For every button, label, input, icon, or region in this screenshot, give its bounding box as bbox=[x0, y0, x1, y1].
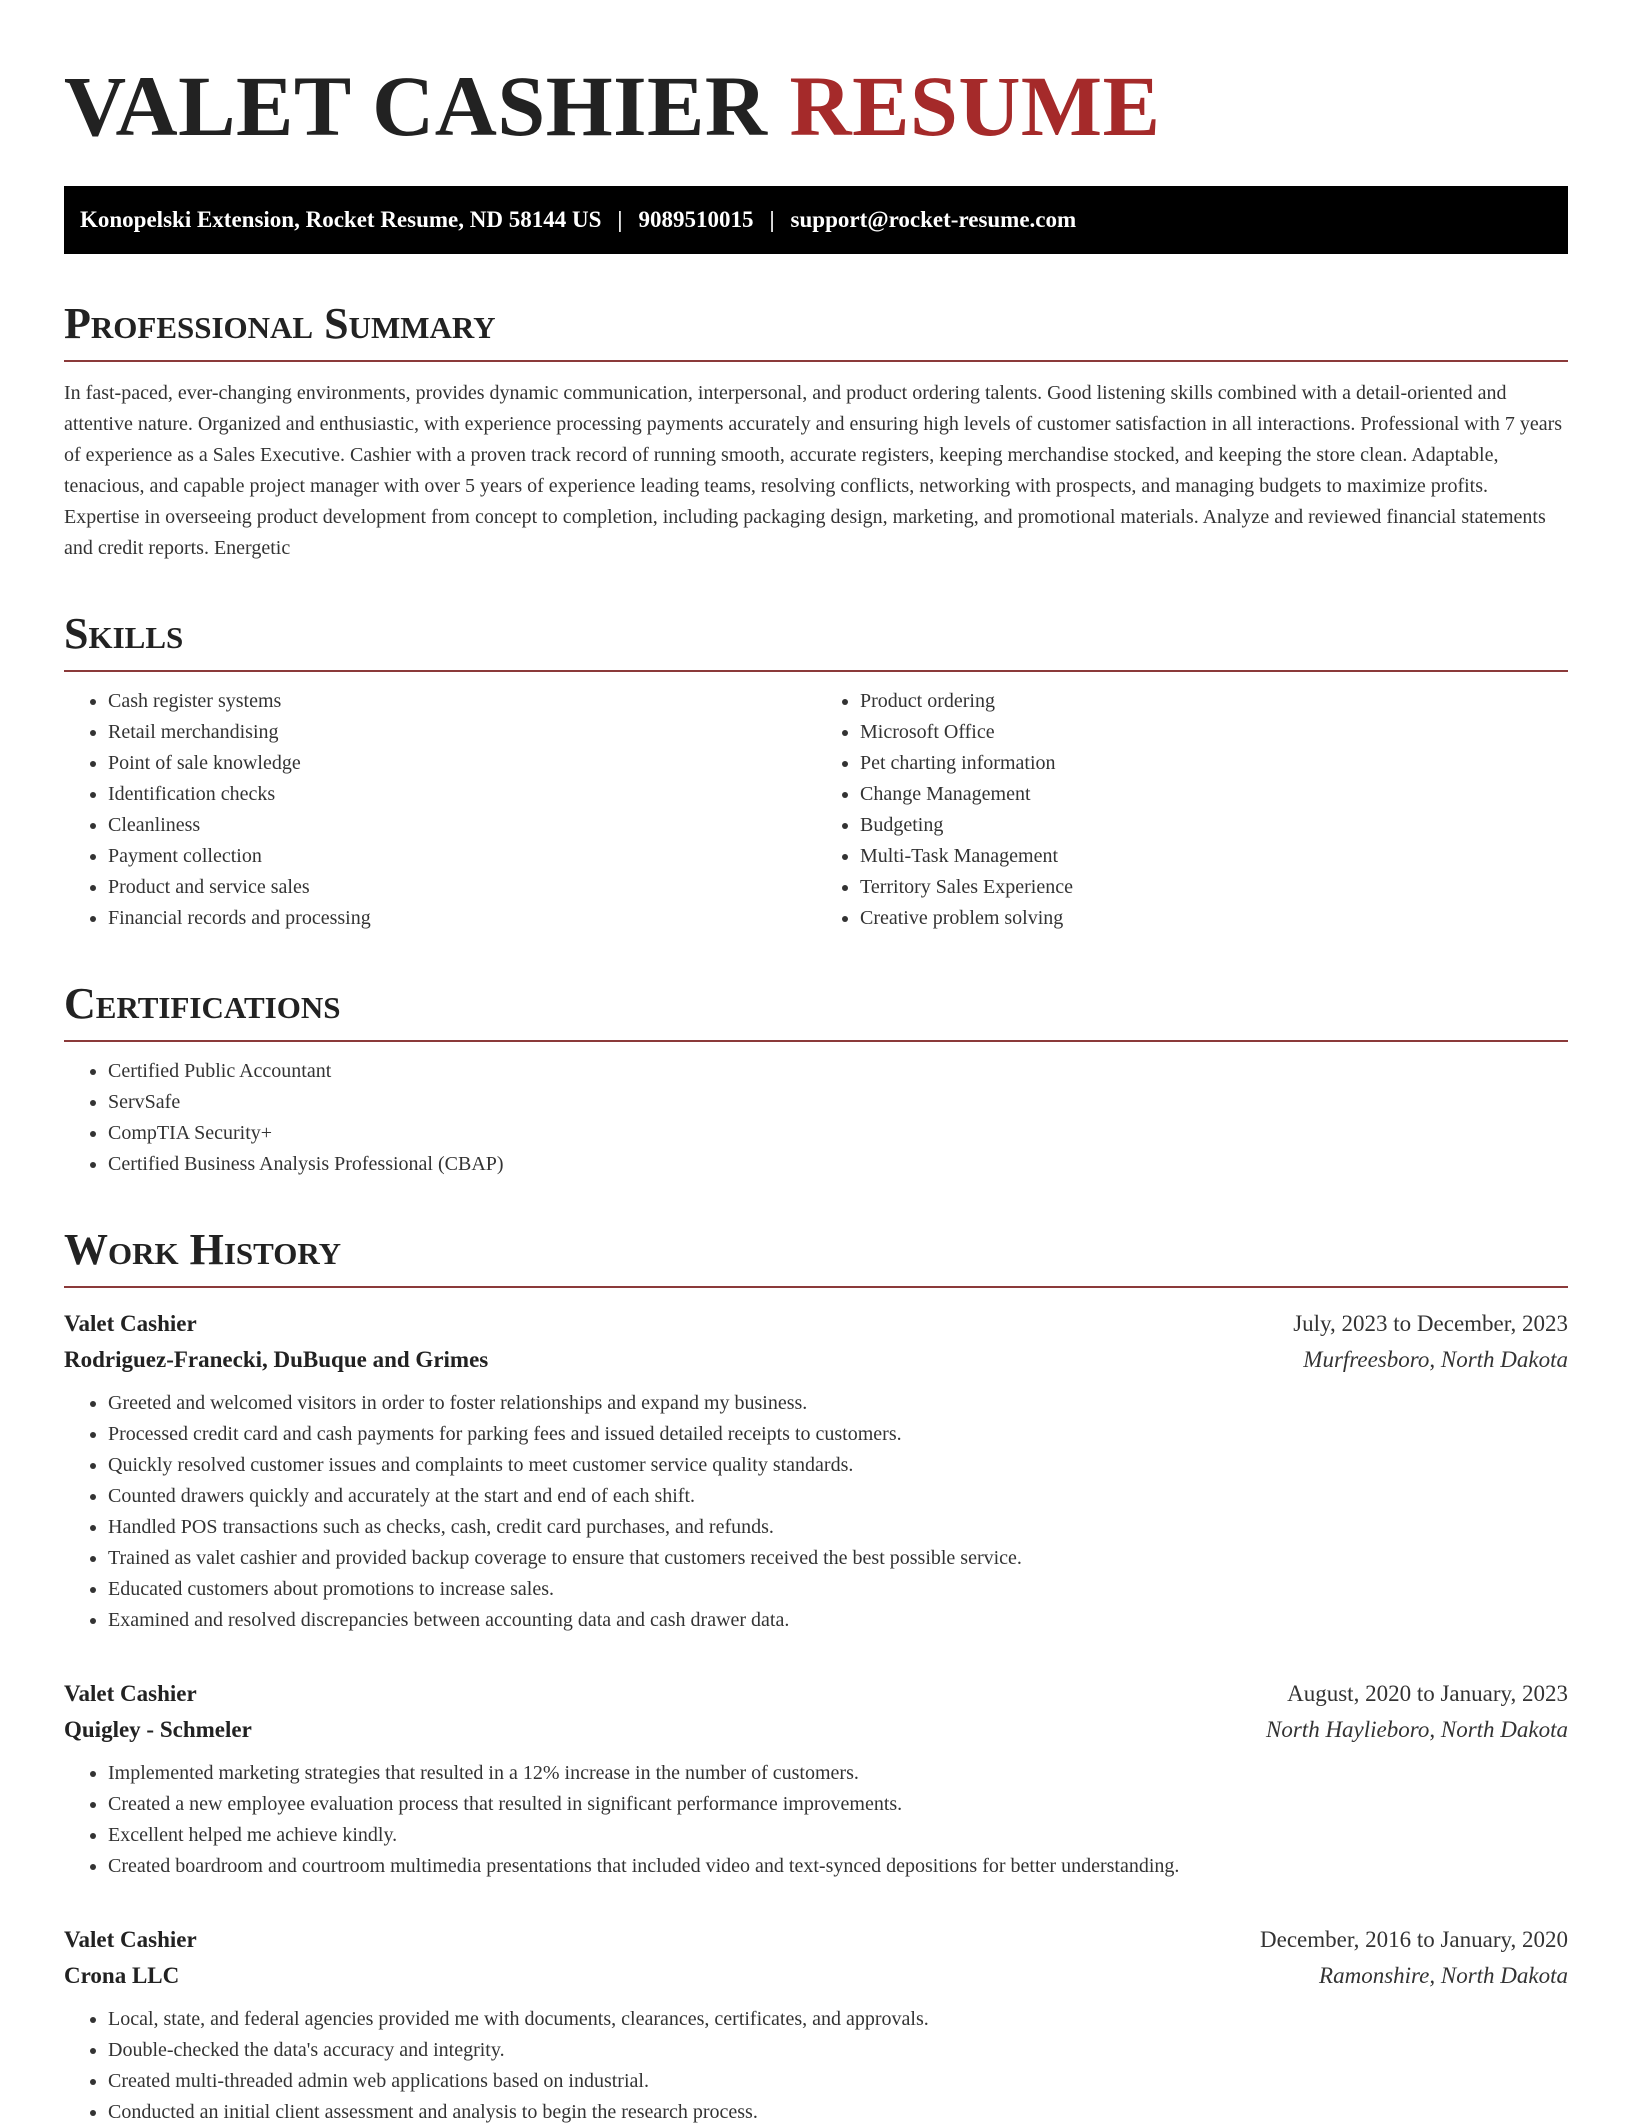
list-item: • Examined and resolved discrepancies between accounting data and cash drawer data. bbox=[108, 1605, 1568, 1636]
job-location: North Haylieboro, North Dakota bbox=[1266, 1717, 1568, 1742]
list-item: • ServSafe bbox=[108, 1087, 1568, 1118]
list-item: • Product and service sales bbox=[108, 872, 816, 903]
list-item: • Excellent helped me achieve kindly. bbox=[108, 1820, 1568, 1851]
list-item: • Double-checked the data's accuracy and integrity. bbox=[108, 2035, 1568, 2066]
list-item: • Identification checks bbox=[108, 779, 816, 810]
list-item: • Creative problem solving bbox=[860, 903, 1568, 934]
skills-grid bbox=[64, 686, 1568, 934]
contact-phone: 9089510015 bbox=[638, 207, 754, 232]
job-bullets bbox=[64, 1388, 1568, 1636]
list-item: • Handled POS transactions such as checks, cash, credit card purchases, and refunds. bbox=[108, 1512, 1568, 1543]
list-item: • Conducted an initial client assessment and analysis to begin the research process. bbox=[108, 2097, 1568, 2128]
skills-heading: Skills bbox=[64, 608, 1568, 672]
title-main: VALET CASHIER bbox=[64, 58, 768, 154]
list-item: • Point of sale knowledge bbox=[108, 748, 816, 779]
list-item: • Certified Business Analysis Professional (CBAP) bbox=[108, 1149, 1568, 1180]
list-item: • Created boardroom and courtroom multimedia presentations that included video and text-synced depositions for better understanding. bbox=[108, 1851, 1568, 1882]
list-item: • Processed credit card and cash payments for parking fees and issued detailed receipts to customers. bbox=[108, 1419, 1568, 1450]
list-item: • Certified Public Accountant bbox=[108, 1056, 1568, 1087]
job-title: Valet Cashier bbox=[64, 1681, 197, 1706]
job-location: Ramonshire, North Dakota bbox=[1319, 1963, 1568, 1988]
list-item: • Budgeting bbox=[860, 810, 1568, 841]
job-location: Murfreesboro, North Dakota bbox=[1303, 1347, 1568, 1372]
job-dates: December, 2016 to January, 2020 bbox=[1260, 1927, 1568, 1952]
job-entry bbox=[64, 1922, 1568, 2128]
contact-separator: | bbox=[617, 207, 623, 232]
title-accent: RESUME bbox=[789, 58, 1161, 154]
list-item: • Created multi-threaded admin web applications based on industrial. bbox=[108, 2066, 1568, 2097]
summary-heading: Professional Summary bbox=[64, 298, 1568, 362]
list-item: • Implemented marketing strategies that resulted in a 12% increase in the number of customers. bbox=[108, 1758, 1568, 1789]
resume-title bbox=[64, 48, 1568, 156]
job-company: Quigley - Schmeler bbox=[64, 1717, 252, 1742]
list-item: • Cleanliness bbox=[108, 810, 816, 841]
list-item: • Local, state, and federal agencies provided me with documents, clearances, certificates, and approvals. bbox=[108, 2004, 1568, 2035]
skills-list-left bbox=[64, 686, 816, 934]
list-item: • Counted drawers quickly and accurately at the start and end of each shift. bbox=[108, 1481, 1568, 1512]
contact-separator: | bbox=[769, 207, 775, 232]
list-item: • Greeted and welcomed visitors in order to foster relationships and expand my business. bbox=[108, 1388, 1568, 1419]
list-item: • Product ordering bbox=[860, 686, 1568, 717]
contact-email[interactable]: support@rocket-resume.com bbox=[790, 207, 1077, 232]
list-item: • Educated customers about promotions to increase sales. bbox=[108, 1574, 1568, 1605]
certifications-heading: Certifications bbox=[64, 978, 1568, 1042]
job-title: Valet Cashier bbox=[64, 1311, 197, 1336]
list-item: • Retail merchandising bbox=[108, 717, 816, 748]
skills-list-right bbox=[816, 686, 1568, 934]
summary-text: In fast-paced, ever-changing environments, provides dynamic communication, interpersonal, and product ordering talents. Good listening skills combined with a detail-oriented and attentive nature. Organized and enthusiastic, with experience processing payments accurately and ensuring high levels of customer satisfaction in all interactions. Professional with 7 years of experience as a Sales Executive. Cashier with a proven track record of running smooth, accurate registers, keeping merchandise stocked, and keeping the store clean. Adaptable, tenacious, and capable project manager with over 5 years of experience leading teams, resolving conflicts, networking with prospects, and managing budgets to maximize profits. Expertise in overseeing product development from concept to completion, including packaging design, marketing, and promotional materials. Analyze and reviewed financial statements and credit reports. Energetic bbox=[64, 382, 1563, 559]
list-item: • Territory Sales Experience bbox=[860, 872, 1568, 903]
list-item: • Change Management bbox=[860, 779, 1568, 810]
job-dates: August, 2020 to January, 2023 bbox=[1287, 1681, 1568, 1706]
job-bullets bbox=[64, 1758, 1568, 1882]
list-item: • Financial records and processing bbox=[108, 903, 816, 934]
job-entry bbox=[64, 1306, 1568, 1636]
list-item: • Created a new employee evaluation process that resulted in significant performance improvements. bbox=[108, 1789, 1568, 1820]
list-item: • Trained as valet cashier and provided backup coverage to ensure that customers received the best possible service. bbox=[108, 1543, 1568, 1574]
list-item: • Cash register systems bbox=[108, 686, 816, 717]
work-history-heading: Work History bbox=[64, 1224, 1568, 1288]
job-title: Valet Cashier bbox=[64, 1927, 197, 1952]
list-item: • Quickly resolved customer issues and complaints to meet customer service quality standards. bbox=[108, 1450, 1568, 1481]
contact-bar bbox=[64, 186, 1568, 254]
list-item: • Microsoft Office bbox=[860, 717, 1568, 748]
certifications-list bbox=[64, 1056, 1568, 1180]
list-item: • Payment collection bbox=[108, 841, 816, 872]
list-item: • Pet charting information bbox=[860, 748, 1568, 779]
job-entry bbox=[64, 1676, 1568, 1882]
job-company: Crona LLC bbox=[64, 1963, 180, 1988]
list-item: • Multi-Task Management bbox=[860, 841, 1568, 872]
job-company: Rodriguez-Franecki, DuBuque and Grimes bbox=[64, 1347, 489, 1372]
list-item: • CompTIA Security+ bbox=[108, 1118, 1568, 1149]
contact-address: Konopelski Extension, Rocket Resume, ND 58144 US bbox=[80, 207, 602, 232]
job-bullets bbox=[64, 2004, 1568, 2128]
job-dates: July, 2023 to December, 2023 bbox=[1293, 1311, 1568, 1336]
